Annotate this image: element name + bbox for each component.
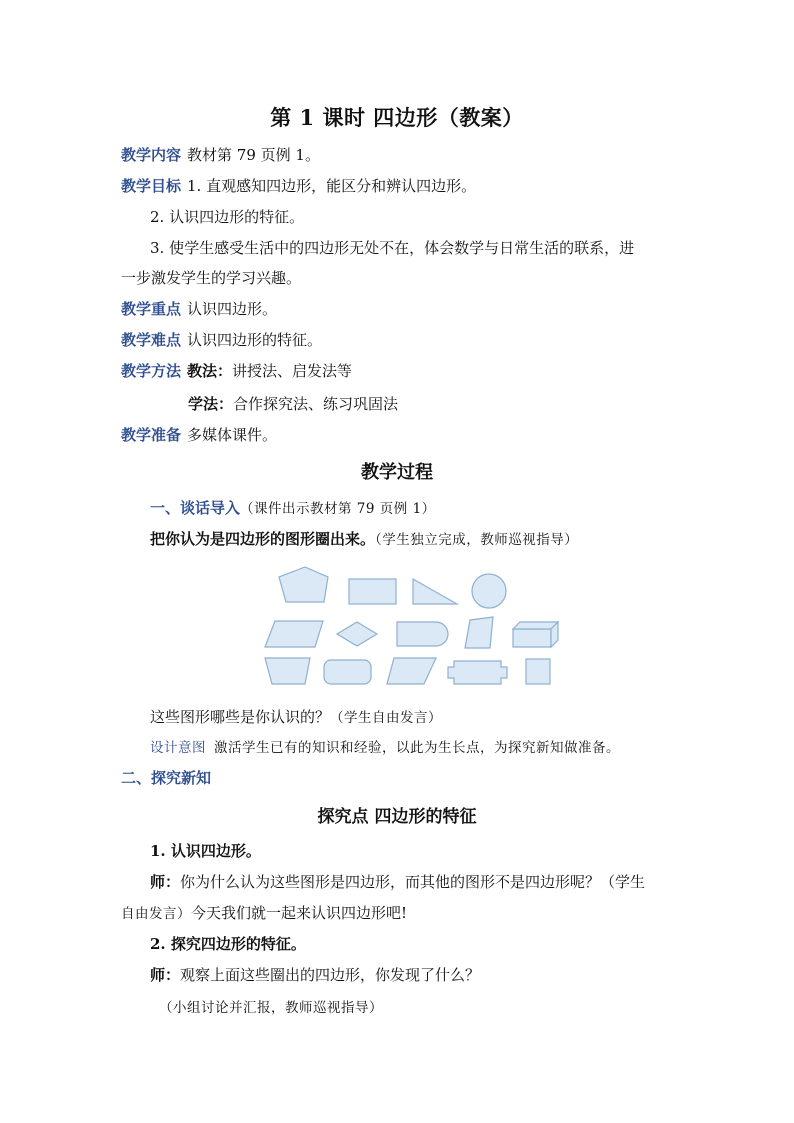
instruction-text: 把你认为是四边形的图形圈出来。 <box>150 530 376 548</box>
design-intent-label: 设计意图 <box>150 740 206 756</box>
question-row <box>150 707 442 728</box>
teacher-2-text: 观察上面这些圈出的四边形，你发现了什么？ <box>180 966 481 984</box>
shapes-figure <box>256 564 566 689</box>
notched-rectangle-shape <box>448 661 507 684</box>
difficulty-row <box>121 330 322 350</box>
discussion-note: （小组讨论并汇报，教师巡视指导） <box>159 1000 383 1016</box>
rhombus-shape <box>337 622 377 646</box>
part1-heading: 一、谈话导入 <box>150 499 241 517</box>
objective-item-1: 1. 直观感知四边形，能区分和辨认四边形。 <box>187 177 477 195</box>
objective-item-2: 2. 认识四边形的特征。 <box>150 208 305 226</box>
difficulty-text: 认识四边形的特征。 <box>187 331 323 349</box>
objectives-row <box>121 176 476 196</box>
learn-method-label: 学法： <box>188 395 234 413</box>
key-point-text: 认识四边形。 <box>187 300 278 318</box>
right-triangle-shape <box>413 579 457 604</box>
teacher-1-label: 师： <box>150 873 181 891</box>
shapes-svg <box>256 564 566 689</box>
parallelogram-shape <box>265 621 323 647</box>
preparation-label: 教学准备 <box>121 426 182 444</box>
content-label: 教学内容 <box>121 146 182 164</box>
preparation-text: 多媒体课件。 <box>187 426 278 444</box>
question-text: 这些图形哪些是你认识的？ <box>150 708 331 726</box>
part2-heading: 二、探究新知 <box>121 769 212 787</box>
teacher-1-line-1 <box>150 872 645 892</box>
teacher-1-line-2 <box>121 903 407 924</box>
content-row <box>121 145 320 165</box>
circle-shape <box>472 574 506 608</box>
methods-row <box>121 361 352 381</box>
square-shape <box>526 659 550 684</box>
objectives-label: 教学目标 <box>121 177 182 195</box>
instruction-note: （学生独立完成，教师巡视指导） <box>375 532 579 548</box>
rectangle-shape <box>349 579 396 604</box>
teacher-2-label: 师： <box>150 966 181 984</box>
teacher-2-row <box>150 965 480 985</box>
methods-label: 教学方法 <box>121 362 182 380</box>
design-intent-text: 激活学生已有的知识和经验，以此为生长点，为探究新知做准备。 <box>214 740 620 756</box>
objective-item-3-line-2: 一步激发学生的学习兴趣。 <box>121 269 302 287</box>
learn-method-text: 合作探究法、练习巩固法 <box>233 395 399 413</box>
part1-heading-row <box>150 498 436 519</box>
trapezoid-shape <box>265 658 310 684</box>
question-note: （学生自由发言） <box>330 710 443 726</box>
objective-item-3-line-1: 3. 使学生感受生活中的四边形无处不在，体会数学与日常生活的联系，进 <box>150 239 635 257</box>
rounded-end-shape <box>397 622 448 646</box>
part1-heading-note: （课件出示教材第 79 页例 1） <box>240 501 436 517</box>
part2-heading-row <box>121 768 217 788</box>
design-intent-row <box>150 738 620 758</box>
teacher-1-text-1: 你为什么认为这些图形是四边形，而其他的图形不是四边形呢？（学生 <box>180 873 646 891</box>
key-point-label: 教学重点 <box>121 300 182 318</box>
part2-subtitle: 探究点 四边形的特征 <box>317 807 477 827</box>
key-point-row <box>121 299 277 319</box>
preparation-row <box>121 425 277 445</box>
pentagon-shape <box>279 567 328 602</box>
step-1: 1. 认识四边形。 <box>150 842 261 860</box>
teach-method-label: 教法： <box>187 362 233 380</box>
page-title: 第 1 课时 四边形（教案） <box>270 105 524 130</box>
learn-method-row <box>188 394 398 414</box>
content-text: 教材第 79 页例 1。 <box>187 146 320 164</box>
step-2: 2. 探究四边形的特征。 <box>150 935 306 953</box>
teach-method-text: 讲授法、启发法等 <box>232 362 353 380</box>
slanted-quadrilateral-shape <box>387 658 436 684</box>
instruction-row <box>150 529 578 550</box>
teacher-1-note: 自由发言） <box>121 906 191 922</box>
process-title: 教学过程 <box>361 462 433 483</box>
difficulty-label: 教学难点 <box>121 331 182 349</box>
irregular-quadrilateral-shape <box>465 617 493 648</box>
teacher-1-text-2: 今天我们就一起来认识四边形吧! <box>191 904 408 922</box>
cuboid-shape <box>513 622 558 647</box>
rounded-rectangle-shape <box>324 660 371 684</box>
